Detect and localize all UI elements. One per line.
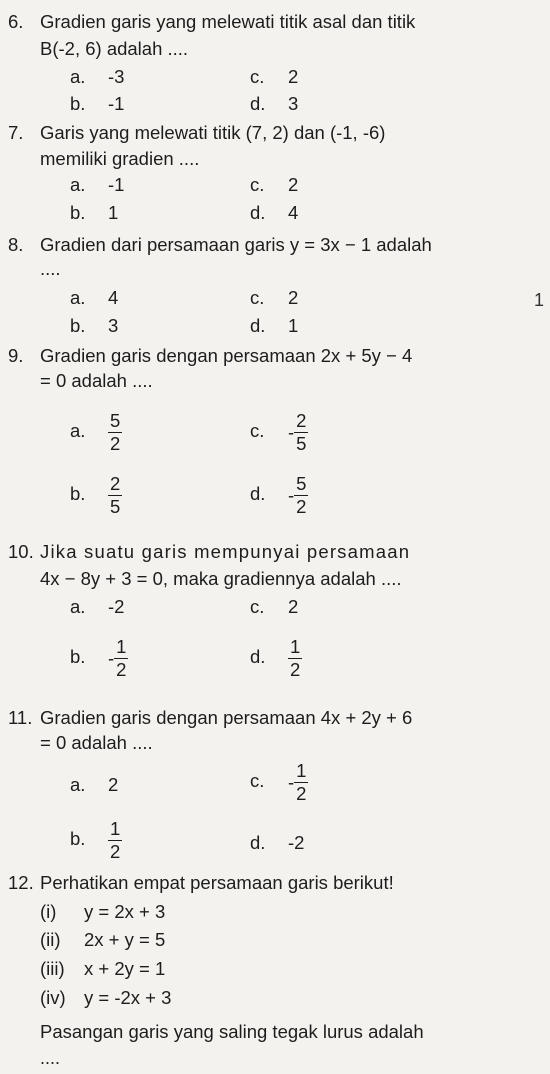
fraction: $\frac{5}{2}$ bbox=[110, 410, 121, 454]
option-7c: c. 2 bbox=[250, 174, 299, 195]
question-number: 9. bbox=[8, 345, 24, 366]
question-6 bbox=[8, 10, 415, 33]
question-number: 8. bbox=[8, 234, 24, 255]
option-11d: d. -2 bbox=[250, 832, 305, 853]
option-6d: d. 3 bbox=[250, 93, 299, 114]
equation-i: (i) y = 2x + 3 bbox=[40, 901, 166, 922]
option-9d: d. - $\frac{5}{2}$ bbox=[250, 473, 307, 517]
fraction: $\frac{1}{2}$ bbox=[296, 760, 307, 804]
margin-mark: 1 bbox=[534, 290, 545, 310]
option-10c: c. 2 bbox=[250, 596, 299, 617]
question-text: Garis yang melewati titik (7, 2) dan (-1, -6) bbox=[40, 122, 386, 143]
option-8a: a. 4 bbox=[70, 287, 119, 308]
fraction: $\frac{5}{2}$ bbox=[296, 473, 307, 517]
option-10b: b. - $\frac{1}{2}$ bbox=[70, 636, 127, 680]
question-7-continuation: memiliki gradien .... bbox=[40, 148, 200, 169]
option-9c: c. - $\frac{2}{5}$ bbox=[250, 410, 307, 454]
question-number: 10. bbox=[8, 541, 34, 562]
option-7a: a. -1 bbox=[70, 174, 125, 195]
fraction: $\frac{1}{2}$ bbox=[290, 636, 301, 680]
option-7d: d. 4 bbox=[250, 202, 299, 223]
option-6b: b. -1 bbox=[70, 93, 125, 114]
option-11b: b. $\frac{1}{2}$ bbox=[70, 818, 121, 862]
question-8-continuation: .... bbox=[40, 258, 61, 279]
equation-iii: (iii) x + 2y = 1 bbox=[40, 958, 166, 979]
question-6-continuation: B(-2, 6) adalah .... bbox=[40, 38, 189, 59]
option-10a: a. -2 bbox=[70, 596, 125, 617]
question-11-continuation: = 0 adalah .... bbox=[40, 732, 153, 753]
question-text: Gradien garis dengan persamaan 2x + 5y − 4 bbox=[40, 345, 413, 366]
fraction: $\frac{2}{5}$ bbox=[296, 410, 307, 454]
question-text: Gradien garis dengan persamaan 4x + 2y + 6 bbox=[40, 707, 413, 728]
question-10-continuation: 4x − 8y + 3 = 0, maka gradiennya adalah .... bbox=[40, 568, 402, 589]
question-8 bbox=[8, 233, 432, 256]
question-text: Jika suatu garis mempunyai persamaan bbox=[40, 541, 411, 562]
option-6c: c. 2 bbox=[250, 66, 299, 87]
option-8d: d. 1 bbox=[250, 315, 299, 336]
option-9b: b. $\frac{2}{5}$ bbox=[70, 473, 121, 517]
equation-iv: (iv) y = -2x + 3 bbox=[40, 987, 172, 1008]
question-text: Gradien dari persamaan garis y = 3x − 1 adalah bbox=[40, 234, 432, 255]
option-10d: d. $\frac{1}{2}$ bbox=[250, 636, 301, 680]
option-8b: b. 3 bbox=[70, 315, 119, 336]
question-9-continuation: = 0 adalah .... bbox=[40, 370, 153, 391]
option-11c: c. - $\frac{1}{2}$ bbox=[250, 760, 307, 804]
question-7 bbox=[8, 121, 385, 144]
question-10 bbox=[8, 540, 410, 563]
option-9a: a. $\frac{5}{2}$ bbox=[70, 410, 121, 454]
question-12 bbox=[8, 871, 394, 894]
equation-ii: (ii) 2x + y = 5 bbox=[40, 929, 166, 950]
question-text: Gradien garis yang melewati titik asal dan titik bbox=[40, 11, 416, 32]
option-6a: a. -3 bbox=[70, 66, 125, 87]
question-number: 6. bbox=[8, 11, 24, 32]
fraction: $\frac{1}{2}$ bbox=[116, 636, 127, 680]
question-number: 12. bbox=[8, 872, 34, 893]
fraction: $\frac{2}{5}$ bbox=[110, 473, 121, 517]
question-number: 7. bbox=[8, 122, 24, 143]
option-8c: c. 2 bbox=[250, 287, 299, 308]
option-7b: b. 1 bbox=[70, 202, 119, 223]
question-12-closing: Pasangan garis yang saling tegak lurus adalah bbox=[40, 1021, 424, 1042]
answer-dots: .... bbox=[40, 1048, 61, 1068]
question-9 bbox=[8, 344, 412, 367]
question-text: Perhatikan empat persamaan garis berikut! bbox=[40, 872, 394, 893]
option-11a: a. 2 bbox=[70, 774, 119, 795]
question-11 bbox=[8, 706, 412, 729]
question-number: 11. bbox=[8, 707, 33, 728]
fraction: $\frac{1}{2}$ bbox=[110, 818, 121, 862]
